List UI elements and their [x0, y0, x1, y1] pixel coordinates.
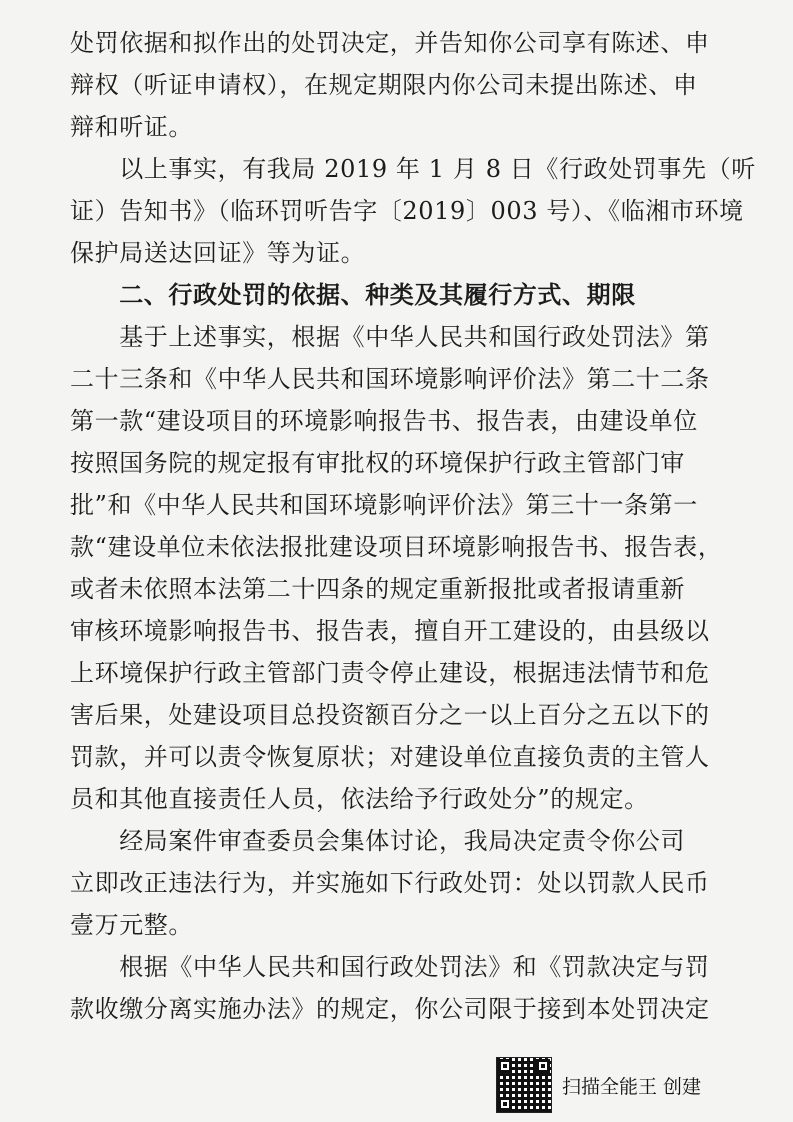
text-line: 款“建设单位未依法报批建设项目环境影响报告书、报告表，: [70, 533, 723, 561]
text-line: 经局案件审查委员会集体讨论，我局决定责令你公司: [70, 827, 685, 855]
text-line: 款收缴分离实施办法》的规定，你公司限于接到本处罚决定: [70, 995, 710, 1023]
text-line: 上环境保护行政主管部门责令停止建设，根据违法情节和危: [70, 659, 710, 687]
text-line: 二十三条和《中华人民共和国环境影响评价法》第二十二条: [70, 365, 710, 393]
scanner-watermark: [496, 1055, 726, 1115]
text-line: 害后果，处建设项目总投资额百分之一以上百分之五以下的: [70, 701, 710, 729]
text-line: 根据《中华人民共和国行政处罚法》和《罚款决定与罚: [70, 953, 710, 981]
text-line: 以上事实，有我局 2019 年 1 月 8 日《行政处罚事先（听: [70, 155, 756, 183]
text-line: 辩权（听证申请权），在规定期限内你公司未提出陈述、申: [70, 71, 698, 99]
text-line: 或者未依照本法第二十四条的规定重新报批或者报请重新: [70, 575, 685, 603]
text-line: 壹万元整。: [70, 911, 193, 939]
text-line: 批”和《中华人民共和国环境影响评价法》第三十一条第一: [70, 491, 698, 519]
text-line: 基于上述事实，根据《中华人民共和国行政处罚法》第: [70, 323, 710, 351]
text-line: 辩和听证。: [70, 113, 193, 141]
text-line: 证）告知书》（临环罚听告字〔2019〕003 号）、《临湘市环境: [70, 197, 744, 225]
text-line: 第一款“建设项目的环境影响报告书、报告表，由建设单位: [70, 407, 698, 435]
qr-finder-icon: [498, 1097, 512, 1111]
qr-finder-icon: [536, 1059, 550, 1073]
text-line: 审核环境影响报告书、报告表，擅自开工建设的，由县级以: [70, 617, 710, 645]
document-body: [70, 22, 756, 1030]
text-line: 保护局送达回证》等为证。: [70, 239, 366, 267]
qr-finder-icon: [498, 1059, 512, 1073]
text-line: 员和其他直接责任人员，依法给予行政处分”的规定。: [70, 785, 649, 813]
text-line: 按照国务院的规定报有审批权的环境保护行政主管部门审: [70, 449, 685, 477]
text-line: 处罚依据和拟作出的处罚决定，并告知你公司享有陈述、申: [70, 29, 710, 57]
watermark-label: 扫描全能王 创建: [562, 1075, 702, 1098]
text-line: 罚款，并可以责令恢复原状；对建设单位直接负责的主管人: [70, 743, 710, 771]
section-heading: 二、行政处罚的依据、种类及其履行方式、期限: [70, 280, 636, 309]
qr-code-icon: [496, 1057, 552, 1113]
text-line: 立即改正违法行为，并实施如下行政处罚：处以罚款人民币: [70, 869, 710, 897]
